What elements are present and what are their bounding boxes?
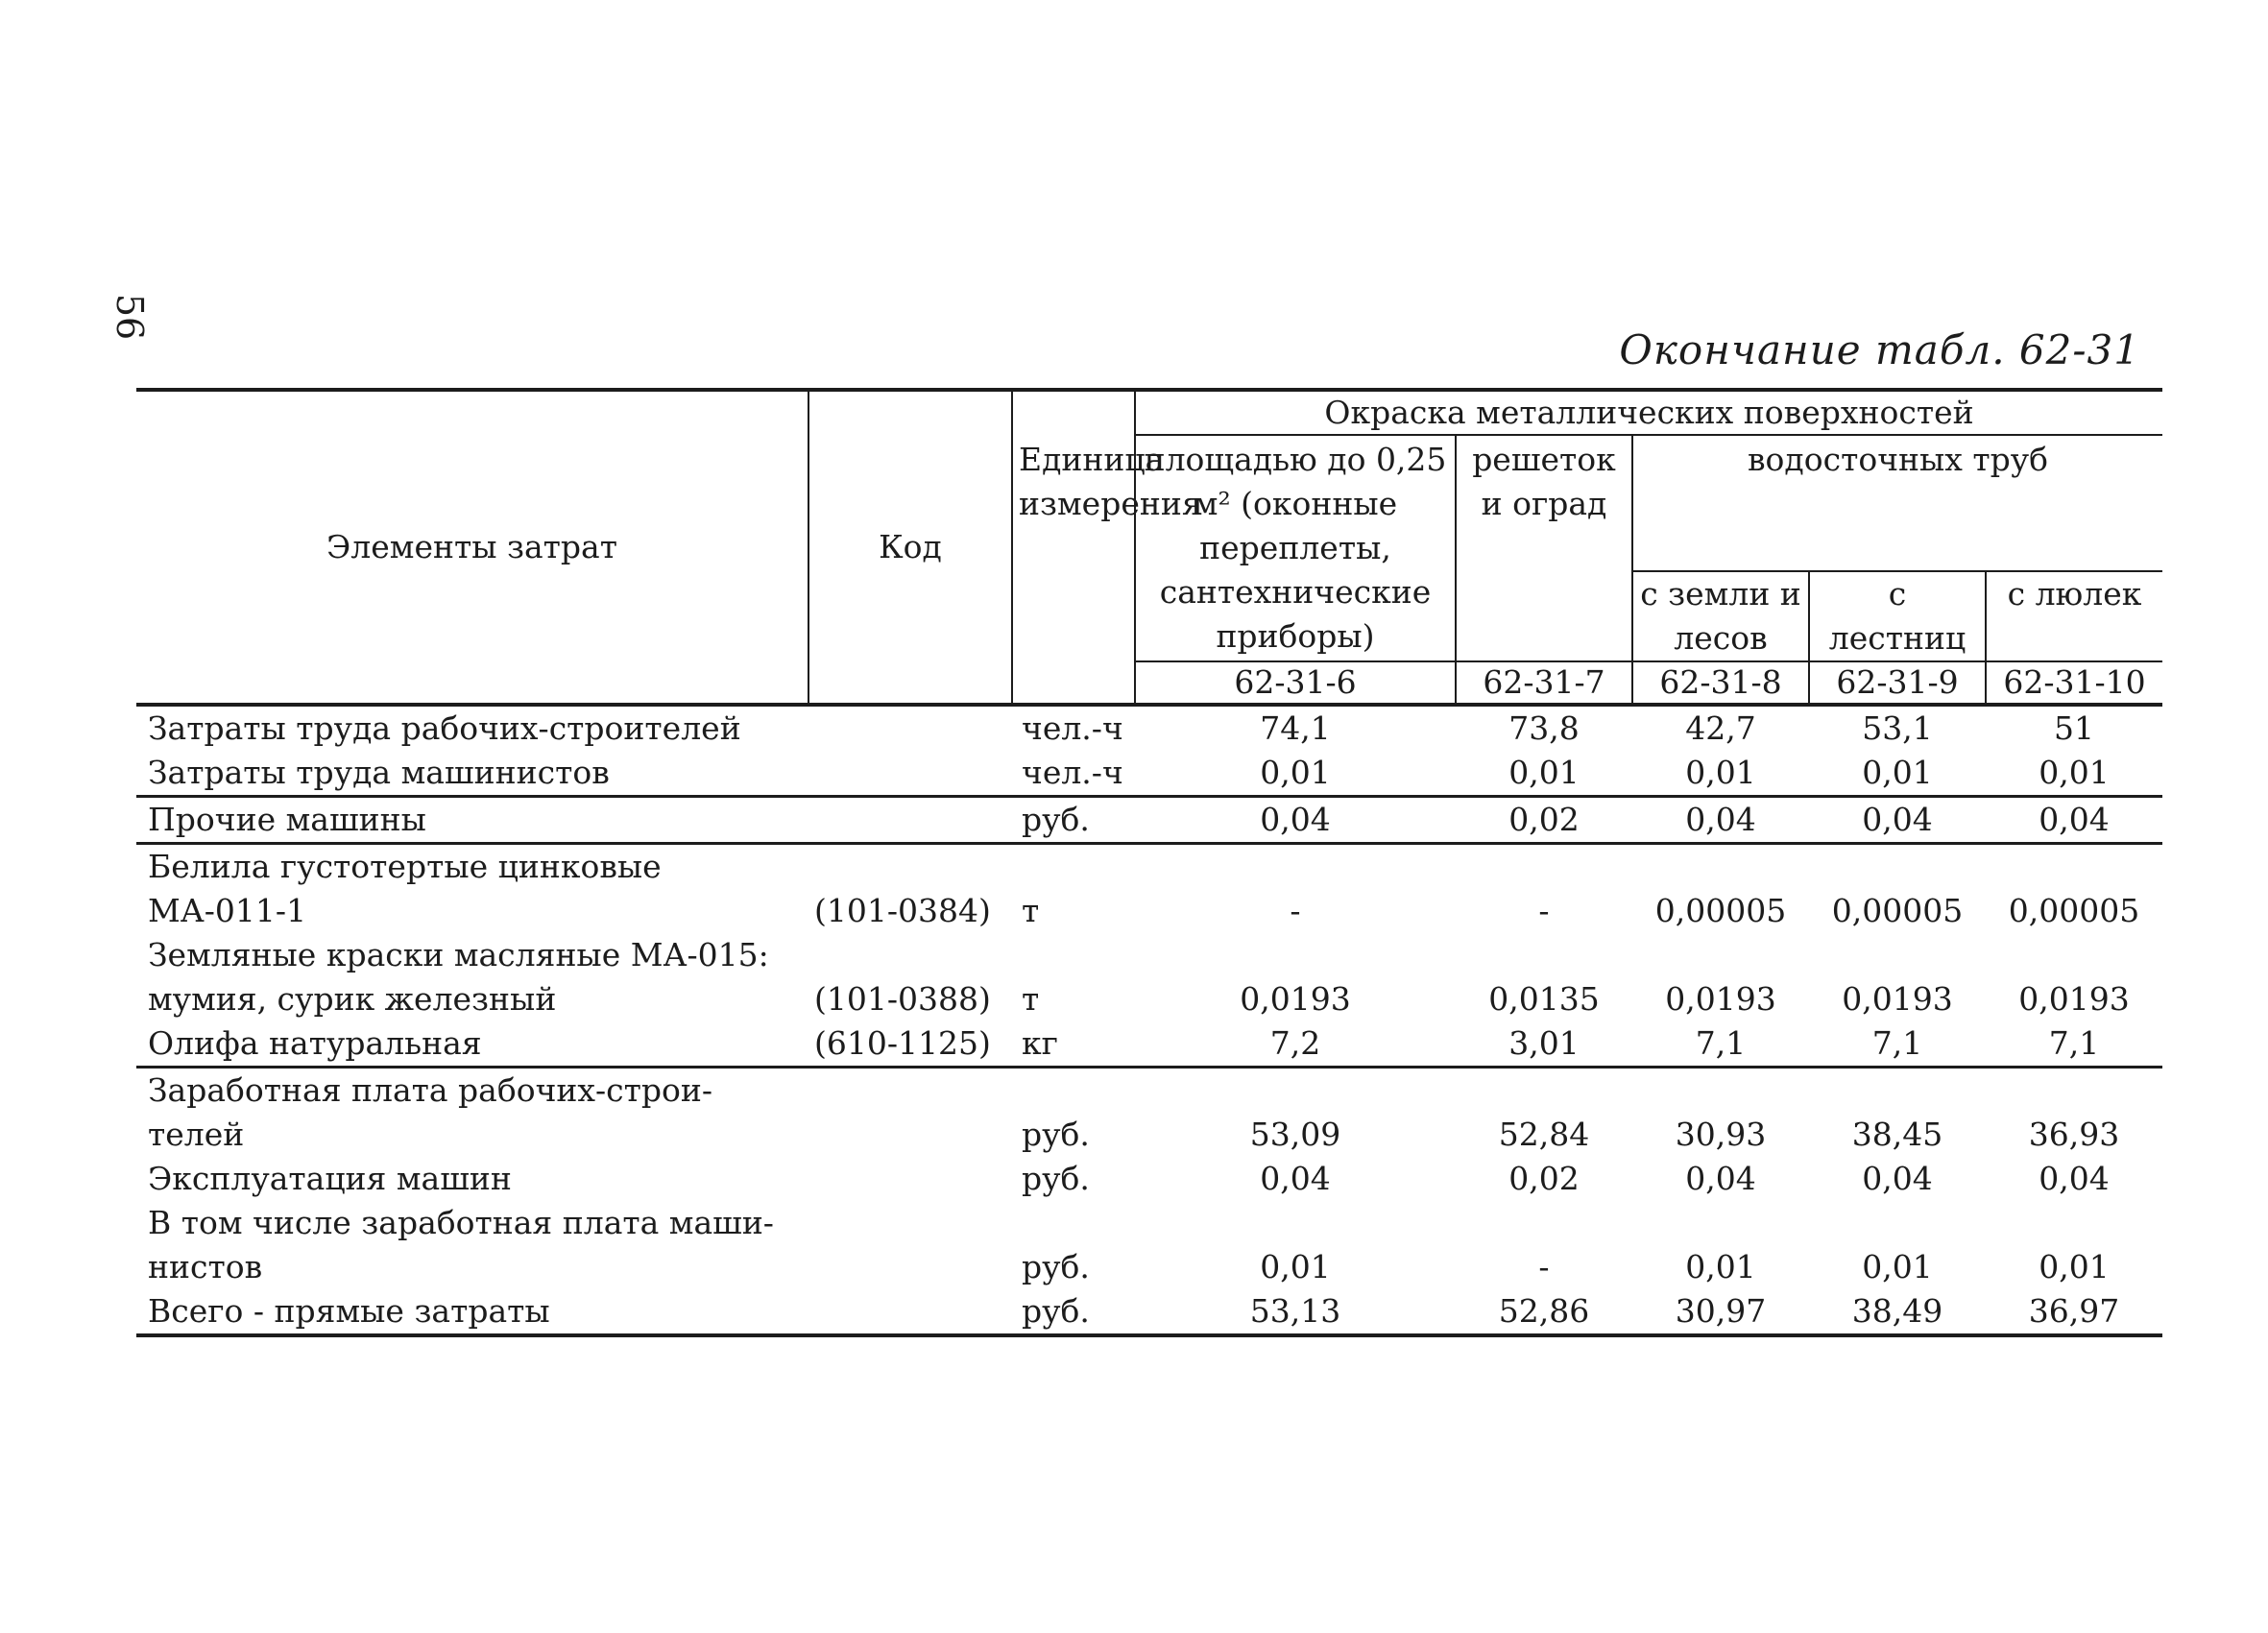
- header-from-ground: с земли и лесов: [1632, 571, 1809, 661]
- unit-of-measure: т: [1022, 980, 1040, 1018]
- cost-element-name: телей: [148, 1116, 245, 1153]
- table-row: [136, 797, 2162, 844]
- resource-code: [808, 1245, 1012, 1289]
- header-code-5: 62-31-10: [1986, 661, 2162, 705]
- cost-element-name: В том числе заработная плата маши-: [148, 1204, 774, 1241]
- header-grates: решеток и оград: [1456, 435, 1632, 661]
- value-cell: 73,8: [1508, 709, 1580, 747]
- value-cell: 52,86: [1456, 1289, 1632, 1335]
- unit-of-measure: чел.-ч: [1012, 751, 1135, 797]
- resource-code: [808, 933, 1012, 977]
- value-cell: 0,04: [1862, 1160, 1933, 1197]
- value-cell: [1632, 1201, 1809, 1245]
- value-cell: [1632, 844, 1809, 890]
- value-cell: 42,7: [1685, 709, 1756, 747]
- resource-code: [808, 1113, 1012, 1157]
- value-cell: [1456, 1201, 1632, 1245]
- resource-code: [808, 1201, 1012, 1245]
- value-cell: 51: [2054, 709, 2095, 747]
- unit-of-measure: руб.: [1022, 1248, 1090, 1285]
- value-cell: 0,01: [1135, 751, 1456, 797]
- value-cell: 0,04: [1632, 797, 1809, 844]
- resource-code: (101-0388): [814, 980, 991, 1018]
- table-row: [136, 1289, 2162, 1335]
- value-cell: 36,93: [2028, 1116, 2120, 1153]
- resource-code: [808, 705, 1012, 751]
- value-cell: 0,04: [1260, 1160, 1331, 1197]
- value-cell: [1809, 933, 1986, 977]
- header-group: Окраска металлических поверхностей: [1135, 390, 2162, 435]
- value-cell: 38,45: [1851, 1116, 1943, 1153]
- table-row: [136, 751, 2162, 797]
- value-cell: 0,04: [1809, 797, 1986, 844]
- header-elements: Элементы затрат: [136, 390, 808, 705]
- value-cell: [1456, 844, 1632, 890]
- value-cell: 7,1: [1632, 1021, 1809, 1068]
- value-cell: [1456, 1068, 1632, 1114]
- value-cell: 0,0193: [1665, 980, 1776, 1018]
- value-cell: 0,0193: [1240, 980, 1351, 1018]
- value-cell: 0,01: [1685, 1248, 1756, 1285]
- unit-of-measure: кг: [1012, 1021, 1135, 1068]
- value-cell: 7,1: [1809, 1021, 1986, 1068]
- value-cell: 0,01: [1632, 751, 1809, 797]
- cost-element-name: Затраты труда рабочих-строителей: [148, 709, 741, 747]
- cost-element-name: мумия, сурик железный: [148, 980, 557, 1018]
- unit-of-measure: руб.: [1022, 1116, 1090, 1153]
- table-row: [136, 1113, 2162, 1157]
- resource-code: [808, 1157, 1012, 1201]
- value-cell: [1632, 1068, 1809, 1114]
- value-cell: 0,01: [1809, 751, 1986, 797]
- header-code-4: 62-31-9: [1809, 661, 1986, 705]
- resource-code: [808, 797, 1012, 844]
- cost-element-name: Заработная плата рабочих-строи-: [148, 1071, 713, 1109]
- value-cell: 0,01: [1456, 751, 1632, 797]
- header-code-1: 62-31-6: [1135, 661, 1456, 705]
- resource-code: (101-0384): [814, 892, 991, 929]
- value-cell: 52,84: [1498, 1116, 1590, 1153]
- resource-code: (610-1125): [808, 1021, 1012, 1068]
- unit-of-measure: [1012, 1068, 1135, 1114]
- table-row: [136, 844, 2162, 890]
- unit-of-measure: [1012, 844, 1135, 890]
- page-number: 56: [109, 293, 151, 341]
- table-body: [136, 705, 2162, 1335]
- cost-elements-table: [136, 388, 2162, 1337]
- value-cell: [1135, 844, 1456, 890]
- cost-element-name: Эксплуатация машин: [148, 1160, 512, 1197]
- value-cell: [1632, 933, 1809, 977]
- value-cell: 0,01: [2039, 1248, 2110, 1285]
- cost-element-name: Всего - прямые затраты: [136, 1289, 808, 1335]
- value-cell: [1809, 1068, 1986, 1114]
- value-cell: 3,01: [1456, 1021, 1632, 1068]
- header-area: площадью до 0,25 м² (оконные переплеты, сантехнические приборы): [1135, 435, 1456, 661]
- value-cell: [1809, 1201, 1986, 1245]
- value-cell: 0,01: [1862, 1248, 1933, 1285]
- cost-element-name: Белила густотертые цинковые: [148, 848, 662, 885]
- value-cell: 0,01: [1260, 1248, 1331, 1285]
- value-cell: 30,93: [1675, 1116, 1767, 1153]
- unit-of-measure: руб.: [1012, 797, 1135, 844]
- value-cell: 0,01: [1986, 751, 2162, 797]
- value-cell: [1986, 933, 2162, 977]
- header-drainpipes: водосточных труб: [1632, 435, 2162, 571]
- table-row: [136, 1021, 2162, 1068]
- value-cell: 53,09: [1249, 1116, 1341, 1153]
- value-cell: 0,00005: [1831, 892, 1964, 929]
- value-cell: 74,1: [1260, 709, 1331, 747]
- cost-element-name: МА-011-1: [148, 892, 307, 929]
- header-from-ladders: с лестниц: [1809, 571, 1986, 661]
- table-row: [136, 977, 2162, 1021]
- value-cell: 7,1: [1986, 1021, 2162, 1068]
- resource-code: [808, 1068, 1012, 1114]
- table-caption: Окончание табл. 62-31: [1619, 326, 2140, 373]
- value-cell: 0,02: [1508, 1160, 1580, 1197]
- value-cell: 0,04: [1685, 1160, 1756, 1197]
- value-cell: 0,04: [2039, 1160, 2110, 1197]
- value-cell: 0,0193: [1842, 980, 1953, 1018]
- cost-element-name: нистов: [148, 1248, 263, 1285]
- value-cell: 0,04: [1986, 797, 2162, 844]
- table-row: [136, 1157, 2162, 1201]
- cost-element-name: Земляные краски масляные МА-015:: [148, 936, 769, 973]
- value-cell: 0,0193: [2018, 980, 2130, 1018]
- resource-code: [808, 751, 1012, 797]
- header-code: Код: [808, 390, 1012, 705]
- value-cell: 38,49: [1809, 1289, 1986, 1335]
- header-code-3: 62-31-8: [1632, 661, 1809, 705]
- unit-of-measure: т: [1022, 892, 1040, 929]
- cost-element-name: Затраты труда машинистов: [136, 751, 808, 797]
- value-cell: 30,97: [1632, 1289, 1809, 1335]
- header-from-cradles: с люлек: [1986, 571, 2162, 661]
- table-row: [136, 1068, 2162, 1114]
- value-cell: [1986, 1201, 2162, 1245]
- header-unit: Единица измерения: [1012, 390, 1135, 705]
- value-cell: 0,00005: [1654, 892, 1787, 929]
- value-cell: 0,00005: [2008, 892, 2140, 929]
- value-cell: 0,02: [1456, 797, 1632, 844]
- table-header: [136, 390, 2162, 705]
- value-cell: [1809, 844, 1986, 890]
- value-cell: -: [1538, 1248, 1550, 1285]
- value-cell: [1986, 1068, 2162, 1114]
- unit-of-measure: руб.: [1022, 1160, 1090, 1197]
- value-cell: [1135, 933, 1456, 977]
- header-code-2: 62-31-7: [1456, 661, 1632, 705]
- value-cell: [1135, 1068, 1456, 1114]
- value-cell: 0,04: [1135, 797, 1456, 844]
- resource-code: [808, 1289, 1012, 1335]
- value-cell: [1986, 844, 2162, 890]
- table-row: [136, 1245, 2162, 1289]
- value-cell: -: [1538, 892, 1550, 929]
- value-cell: 36,97: [1986, 1289, 2162, 1335]
- table-row: [136, 889, 2162, 933]
- table-row: [136, 933, 2162, 977]
- value-cell: 7,2: [1135, 1021, 1456, 1068]
- value-cell: [1135, 1201, 1456, 1245]
- value-cell: -: [1290, 892, 1301, 929]
- unit-of-measure: [1012, 1201, 1135, 1245]
- resource-code: [808, 844, 1012, 890]
- table-row: [136, 705, 2162, 751]
- value-cell: 53,13: [1135, 1289, 1456, 1335]
- value-cell: 0,0135: [1488, 980, 1600, 1018]
- unit-of-measure: [1012, 933, 1135, 977]
- unit-of-measure: чел.-ч: [1022, 709, 1123, 747]
- unit-of-measure: руб.: [1012, 1289, 1135, 1335]
- cost-element-name: Прочие машины: [136, 797, 808, 844]
- table-row: [136, 1201, 2162, 1245]
- value-cell: 53,1: [1862, 709, 1933, 747]
- value-cell: [1456, 933, 1632, 977]
- cost-element-name: Олифа натуральная: [136, 1021, 808, 1068]
